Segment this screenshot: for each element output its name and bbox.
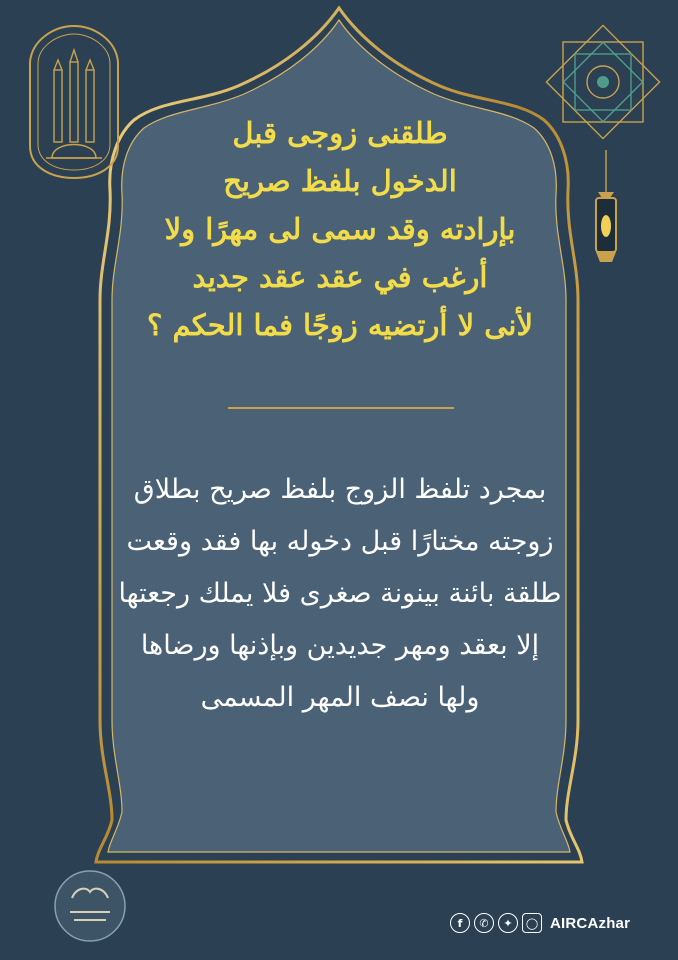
- instagram-icon[interactable]: ◯: [522, 913, 542, 933]
- social-handle[interactable]: AIRCAzhar: [550, 914, 631, 932]
- answer-line-5: ولها نصف المهر المسمى: [200, 682, 480, 713]
- answer-line-2: زوجته مختارًا قبل دخوله بها فقد وقعت: [126, 526, 554, 557]
- question-line-3: بإرادته وقد سمى لى مهرًا ولا: [164, 212, 516, 246]
- azhar-seal-logo: [24, 22, 124, 182]
- question-line-1: طلقنى زوجى قبل: [232, 116, 448, 150]
- lantern-icon: [586, 150, 626, 270]
- question-line-4: أرغب في عقد عقد جديد: [192, 260, 488, 294]
- media-center-logo: [52, 868, 128, 944]
- twitter-icon[interactable]: ✦: [498, 913, 518, 933]
- question-line-5: لأنى لا أرتضيه زوجًا فما الحكم ؟: [146, 308, 534, 342]
- whatsapp-icon[interactable]: ✆: [474, 913, 494, 933]
- facebook-icon[interactable]: f: [450, 913, 470, 933]
- answer-line-3: طلقة بائنة بينونة صغرى فلا يملك رجعتها: [118, 578, 562, 609]
- question-line-2: الدخول بلفظ صريح: [223, 164, 457, 198]
- answer-line-4: إلا بعقد ومهر جديدين وبإذنها ورضاها: [140, 630, 540, 661]
- answer-line-1: بمجرد تلفظ الزوج بلفظ صريح بطلاق: [133, 474, 547, 505]
- social-bar: [450, 910, 630, 936]
